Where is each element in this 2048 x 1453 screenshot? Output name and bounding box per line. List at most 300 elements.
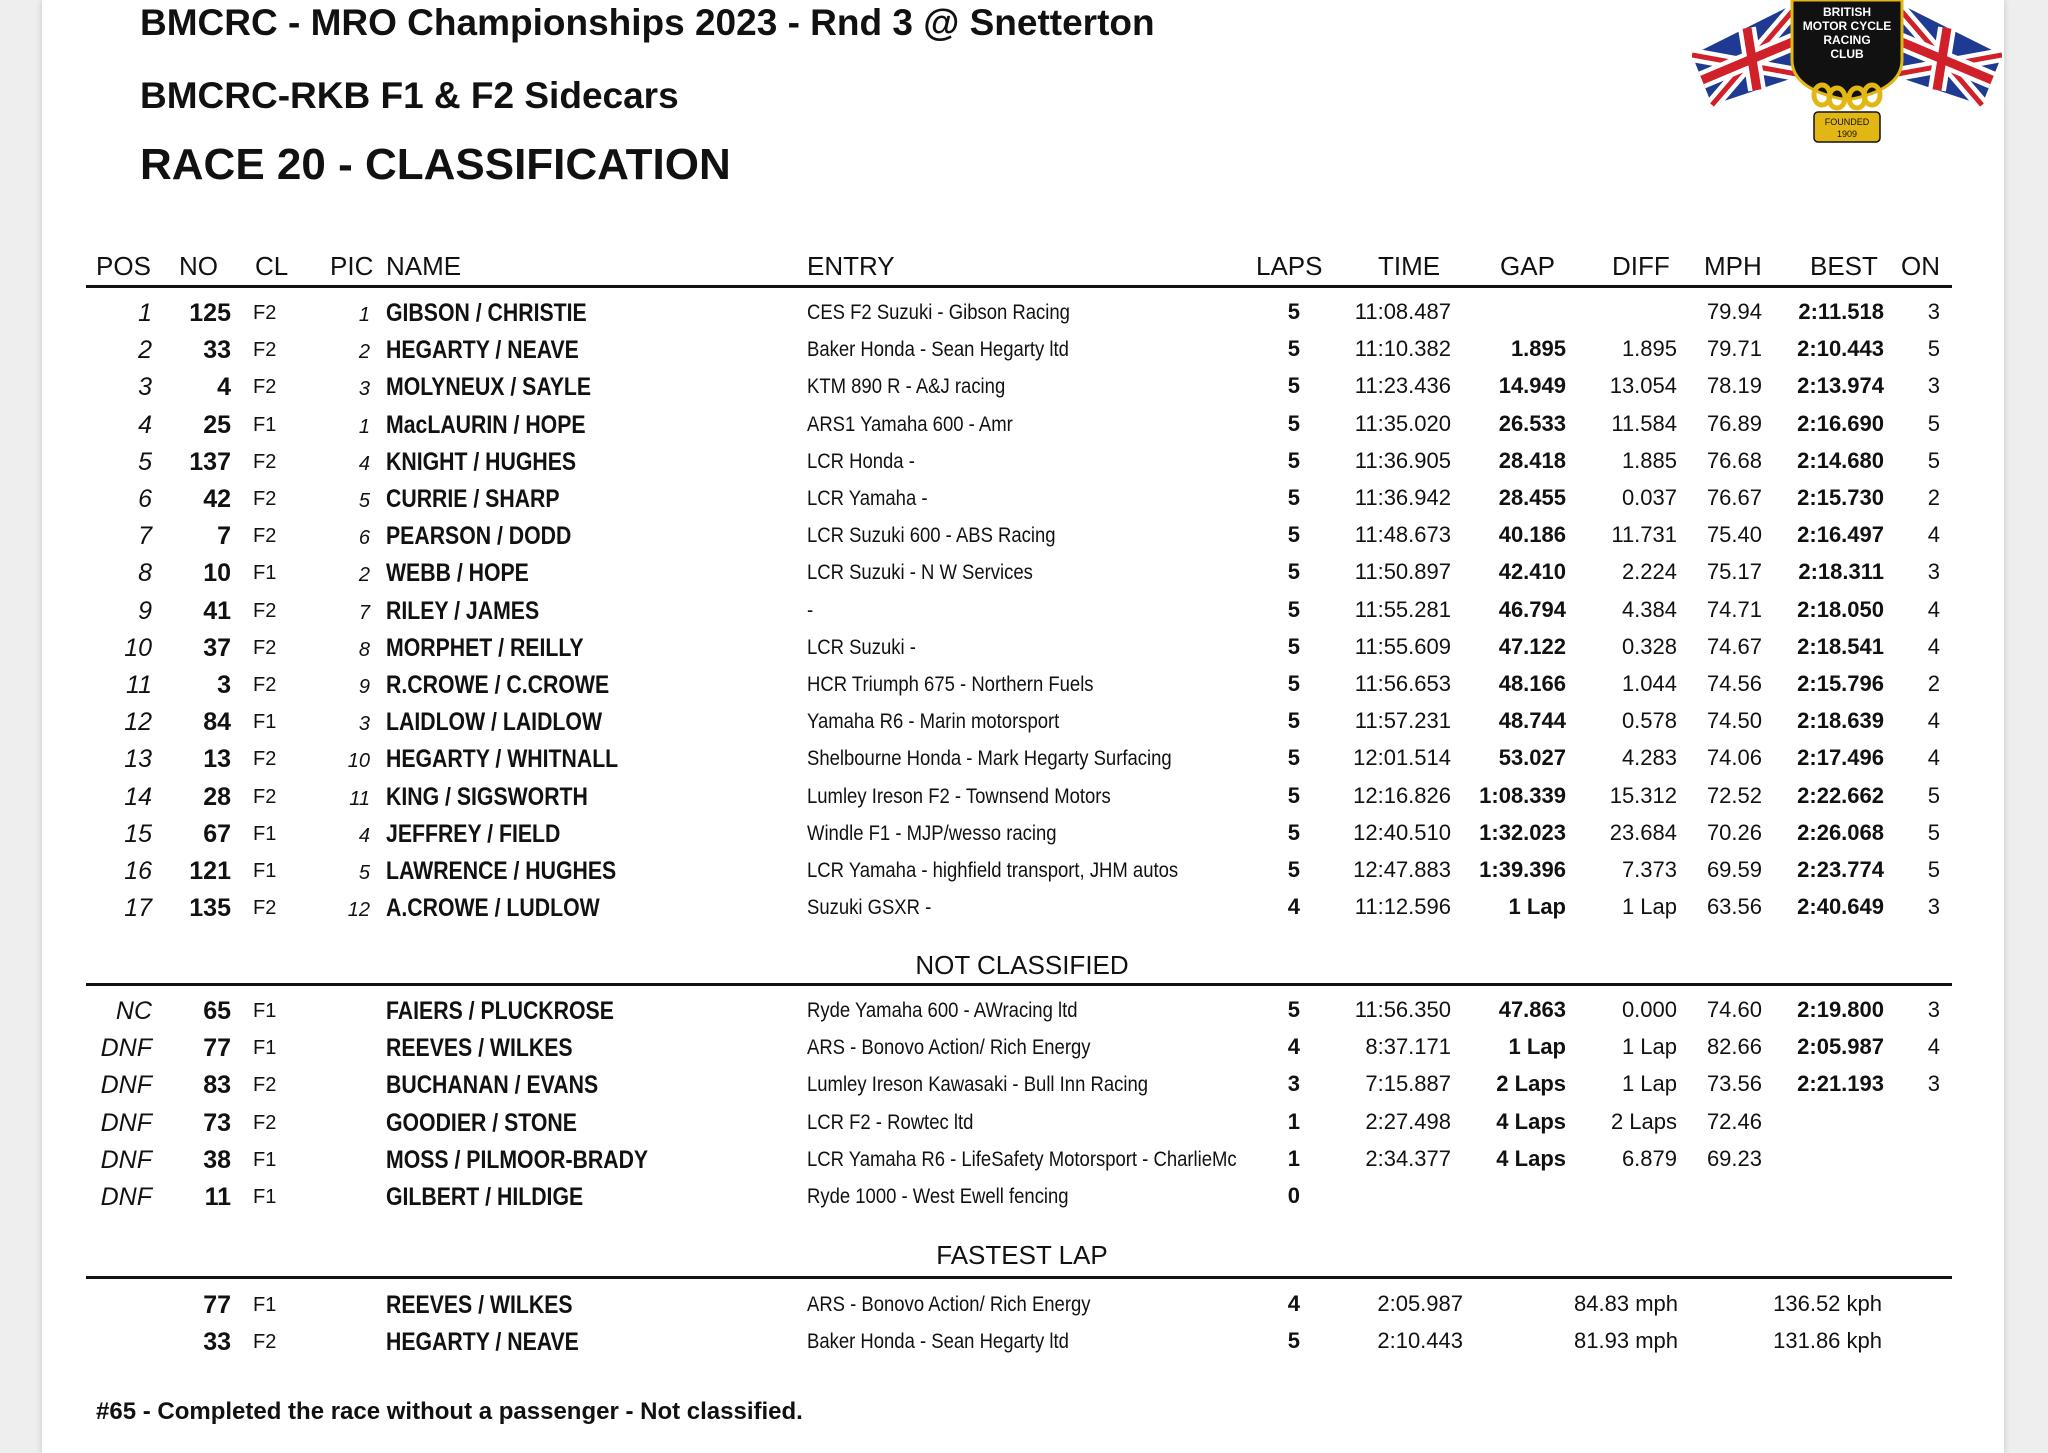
cell-cl: F1 [253, 860, 277, 882]
cell-pic: 4 [358, 452, 370, 475]
cell-diff: 1 Lap [1621, 894, 1677, 920]
cell-laps: 5 [1287, 522, 1300, 548]
cell-pic: 3 [358, 378, 370, 401]
cell-on: 4 [1927, 596, 1940, 622]
cell-diff: 2.224 [1621, 559, 1677, 585]
cell-cl: F1 [253, 1148, 277, 1171]
cell-name: R.CROWE / C.CROWE [386, 671, 610, 699]
cell-laps: 5 [1287, 373, 1300, 399]
col-laps: LAPS [1256, 251, 1323, 281]
table-row [0, 1178, 2048, 1215]
col-mph: MPH [1704, 251, 1762, 281]
cell-name: RILEY / JAMES [386, 596, 540, 625]
cell-laps: 5 [1287, 447, 1300, 473]
cell-pos: 4 [138, 410, 152, 439]
cell-cl: F2 [253, 450, 277, 473]
cell-lap: 5 [1287, 1328, 1300, 1354]
cell-time: 8:37.171 [1365, 1034, 1451, 1060]
cell-no: 125 [189, 299, 231, 327]
cell-entry: Lumley Ireson F2 - Townsend Motors [807, 784, 1111, 808]
cell-laps: 5 [1287, 559, 1300, 585]
cell-mph: 84.83 mph [1574, 1291, 1678, 1316]
cell-laps: 5 [1287, 299, 1300, 324]
cell-diff: 13.054 [1609, 373, 1677, 399]
cell-time: 11:08.487 [1354, 299, 1451, 324]
cell-laps: 5 [1287, 671, 1300, 696]
cell-pic: 7 [358, 601, 370, 624]
table-row [0, 778, 2048, 815]
table-row [0, 740, 2048, 777]
cell-entry: Baker Honda - Sean Hegarty ltd [807, 1330, 1069, 1354]
cell-time: 11:48.673 [1354, 522, 1451, 548]
cell-gap: 1.895 [1510, 336, 1566, 362]
cell-laps: 5 [1287, 745, 1300, 771]
cell-name: CURRIE / SHARP [386, 485, 560, 513]
cell-best: 2:18.541 [1797, 633, 1884, 659]
cell-diff: 0.328 [1621, 633, 1677, 659]
cell-entry: CES F2 Suzuki - Gibson Racing [807, 301, 1070, 324]
cell-name: HEGARTY / WHITNALL [386, 745, 619, 774]
cell-name: KING / SIGSWORTH [386, 782, 588, 811]
cell-gap: 48.166 [1498, 671, 1566, 696]
cell-mph: 74.71 [1706, 596, 1762, 622]
cell-pic: 9 [358, 676, 370, 698]
cell-no: 41 [203, 596, 231, 625]
cell-pic: 2 [358, 564, 370, 587]
cell-no: 42 [203, 485, 231, 513]
cell-time: 12:01.514 [1353, 745, 1451, 771]
cell-no: 77 [203, 1291, 231, 1319]
cell-gap: 47.122 [1498, 633, 1566, 659]
cell-laps: 1 [1287, 1108, 1300, 1134]
cell-gap: 28.455 [1498, 485, 1566, 510]
cell-name: GIBSON / CHRISTIE [386, 299, 587, 327]
cell-mph: 73.56 [1706, 1071, 1762, 1097]
cell-mph: 81.93 mph [1574, 1328, 1678, 1354]
cell-no: 28 [203, 782, 231, 811]
cell-diff: 7.373 [1621, 857, 1677, 882]
col-pic: PIC [330, 251, 374, 281]
cell-name: GILBERT / HILDIGE [386, 1183, 584, 1211]
cell-time: 2:34.377 [1365, 1145, 1451, 1171]
cell-pic: 2 [358, 341, 370, 364]
cell-on: 4 [1927, 745, 1940, 771]
cell-pic: 5 [358, 862, 370, 884]
cell-gap: 1:32.023 [1479, 819, 1566, 845]
cell-time: 12:40.510 [1353, 819, 1451, 845]
cell-entry: KTM 890 R - A&J racing [807, 375, 1006, 399]
col-cl: CL [255, 251, 289, 281]
cell-pos: 2 [138, 336, 152, 365]
cell-gap: 42.410 [1498, 559, 1566, 585]
cell-cl: F2 [253, 636, 277, 659]
cell-mph: 70.26 [1706, 819, 1762, 845]
cell-diff: 11.584 [1611, 410, 1677, 436]
table-row [0, 554, 2048, 591]
cell-mph: 72.52 [1706, 782, 1762, 808]
cell-diff: 2 Laps [1610, 1108, 1677, 1134]
cell-entry: LCR Suzuki - N W Services [807, 561, 1033, 585]
cell-name: HEGARTY / NEAVE [386, 336, 579, 365]
table-row [0, 629, 2048, 666]
cell-no: 73 [203, 1108, 231, 1137]
cell-name: MacLAURIN / HOPE [386, 410, 586, 439]
cell-time: 12:47.883 [1353, 857, 1451, 882]
cell-no: 121 [189, 857, 231, 885]
logo-text-line3: RACING [1823, 33, 1871, 47]
cell-name: REEVES / WILKES [386, 1034, 573, 1063]
cell-laps: 5 [1287, 857, 1300, 882]
cell-cl: F2 [253, 376, 277, 399]
cell-pos: DNF [100, 1108, 152, 1137]
cell-entry: Lumley Ireson Kawasaki - Bull Inn Racing [807, 1073, 1149, 1097]
cell-laps: 0 [1287, 1183, 1300, 1208]
cell-on: 5 [1927, 857, 1940, 882]
cell-pos: 13 [124, 745, 152, 774]
cell-entry: - [807, 598, 814, 622]
cell-mph: 69.23 [1706, 1145, 1762, 1171]
cell-on: 4 [1927, 633, 1940, 659]
cell-time: 2:05.987 [1377, 1291, 1463, 1316]
fastest-lap-rule [86, 1276, 1952, 1279]
cell-time: 7:15.887 [1365, 1071, 1451, 1097]
cell-time: 11:10.382 [1354, 336, 1451, 362]
union-flag-left-icon [1692, 0, 1802, 105]
cell-gap: 4 Laps [1496, 1108, 1566, 1134]
cell-time: 12:16.826 [1353, 782, 1451, 808]
cell-cl: F2 [253, 785, 277, 808]
cell-pic: 12 [347, 899, 370, 922]
cell-no: 65 [203, 997, 231, 1025]
cell-mph: 74.06 [1706, 745, 1762, 771]
cell-cl: F2 [253, 1111, 277, 1134]
cell-entry: LCR Yamaha - highfield transport, JHM autos [807, 859, 1179, 882]
cell-mph: 74.60 [1706, 997, 1762, 1022]
cell-on: 3 [1927, 373, 1940, 399]
championship-title: BMCRC - MRO Championships 2023 - Rnd 3 @ Snetterton [140, 2, 1155, 43]
footnote: #65 - Completed the race without a passenger - Not classified. [96, 1398, 803, 1425]
cell-gap: 2 Laps [1496, 1071, 1566, 1097]
cell-best: 2:16.497 [1797, 522, 1884, 548]
cell-no: 67 [203, 819, 231, 848]
cell-laps: 5 [1287, 782, 1300, 808]
table-row [0, 992, 2048, 1029]
cell-time: 11:55.281 [1354, 596, 1451, 622]
col-time: TIME [1378, 251, 1441, 281]
table-row [0, 889, 2048, 926]
cell-pos: DNF [100, 1183, 152, 1211]
cell-pos: DNF [100, 1071, 152, 1100]
col-name: NAME [386, 251, 462, 281]
cell-diff: 23.684 [1609, 819, 1677, 845]
cell-pic: 10 [347, 750, 370, 773]
cell-cl: F1 [253, 1294, 277, 1316]
cell-on: 2 [1927, 671, 1940, 696]
cell-best: 2:26.068 [1797, 819, 1884, 845]
cell-pos: 3 [138, 373, 152, 402]
cell-mph: 74.50 [1706, 708, 1762, 734]
cell-best: 2:21.193 [1797, 1071, 1884, 1097]
table-row [0, 517, 2048, 554]
cell-best: 2:40.649 [1797, 894, 1884, 920]
cell-pos: 7 [138, 522, 152, 551]
col-best: BEST [1810, 251, 1878, 281]
race-title: RACE 20 - CLASSIFICATION [140, 140, 731, 189]
cell-cl: F2 [253, 488, 277, 510]
cell-no: 11 [204, 1183, 231, 1211]
cell-best: 2:11.518 [1798, 299, 1884, 324]
cell-no: 135 [189, 894, 231, 923]
cell-time: 11:36.905 [1354, 447, 1451, 473]
cell-entry: LCR Suzuki 600 - ABS Racing [807, 524, 1056, 548]
cell-time: 11:57.231 [1354, 708, 1451, 734]
class-title: BMCRC-RKB F1 & F2 Sidecars [140, 75, 679, 116]
cell-on: 4 [1927, 708, 1940, 734]
col-pos: POS [96, 251, 151, 281]
cell-diff: 1 Lap [1621, 1034, 1677, 1060]
cell-entry: ARS - Bonovo Action/ Rich Energy [807, 1036, 1091, 1060]
cell-diff: 4.283 [1621, 745, 1677, 771]
cell-cl: F2 [253, 302, 277, 324]
cell-diff: 1.895 [1621, 336, 1677, 362]
cell-name: LAIDLOW / LAIDLOW [386, 708, 603, 737]
cell-cl: F1 [253, 822, 277, 845]
cell-name: PEARSON / DODD [386, 522, 572, 551]
cell-on: 4 [1927, 522, 1940, 548]
cell-pos: 5 [138, 447, 152, 476]
cell-on: 3 [1927, 559, 1940, 585]
cell-mph: 69.59 [1706, 857, 1762, 882]
table-row [0, 1286, 2048, 1323]
cell-cl: F2 [253, 748, 277, 771]
cell-gap: 1:39.396 [1479, 857, 1566, 882]
cell-mph: 72.46 [1706, 1108, 1762, 1134]
cell-gap: 26.533 [1498, 410, 1566, 436]
cell-entry: Baker Honda - Sean Hegarty ltd [807, 338, 1069, 362]
cell-diff: 1 Lap [1621, 1071, 1677, 1097]
cell-pos: 1 [138, 299, 152, 327]
cell-best: 2:18.050 [1797, 596, 1884, 622]
cell-no: 83 [203, 1071, 231, 1100]
table-row [0, 1323, 2048, 1360]
cell-on: 5 [1927, 410, 1940, 436]
cell-on: 5 [1927, 447, 1940, 473]
table-row [0, 368, 2048, 405]
cell-cl: F2 [253, 1331, 277, 1354]
cell-laps: 1 [1287, 1145, 1300, 1171]
cell-best: 2:16.690 [1797, 410, 1884, 436]
cell-gap: 14.949 [1498, 373, 1566, 399]
cell-best: 2:15.730 [1797, 485, 1884, 510]
logo-text-line2: MOTOR CYCLE [1802, 19, 1892, 33]
cell-laps: 5 [1287, 485, 1300, 510]
cell-pos: 10 [124, 633, 152, 662]
table-row [0, 666, 2048, 703]
cell-on: 5 [1927, 336, 1940, 362]
cell-no: 13 [203, 745, 231, 774]
cell-on: 5 [1927, 819, 1940, 845]
cell-pic: 6 [358, 527, 370, 550]
col-no: NO [179, 251, 218, 281]
cell-pos: DNF [100, 1145, 152, 1174]
cell-on: 3 [1927, 299, 1940, 324]
logo-text-line1: BRITISH [1823, 5, 1871, 19]
cell-cl: F2 [253, 339, 277, 362]
cell-cl: F1 [253, 711, 277, 734]
table-row [0, 294, 2048, 331]
cell-pos: 6 [138, 485, 152, 513]
cell-time: 11:56.350 [1354, 997, 1451, 1022]
cell-time: 11:23.436 [1354, 373, 1451, 399]
cell-best: 2:15.796 [1797, 671, 1884, 696]
cell-time: 11:12.596 [1354, 894, 1451, 920]
cell-no: 77 [203, 1034, 231, 1063]
cell-no: 137 [189, 447, 231, 476]
cell-entry: LCR Yamaha - [807, 487, 928, 510]
cell-gap: 46.794 [1498, 596, 1566, 622]
cell-cl: F1 [253, 562, 277, 585]
cell-mph: 82.66 [1706, 1034, 1762, 1060]
cell-no: 37 [203, 633, 231, 662]
table-row [0, 703, 2048, 740]
union-flag-right-icon [1892, 0, 2002, 105]
cell-time: 11:56.653 [1354, 671, 1451, 696]
cell-no: 7 [217, 522, 231, 551]
table-row [0, 1029, 2048, 1066]
not-classified-rule [86, 983, 1952, 986]
cell-gap: 47.863 [1498, 997, 1566, 1022]
cell-gap: 28.418 [1498, 447, 1566, 473]
cell-pos: 14 [124, 782, 152, 811]
cell-no: 25 [203, 410, 231, 439]
cell-laps: 3 [1287, 1071, 1300, 1097]
cell-time: 11:36.942 [1354, 485, 1451, 510]
cell-time: 2:27.498 [1365, 1108, 1451, 1134]
cell-pos: 12 [124, 708, 152, 737]
cell-entry: Ryde 1000 - West Ewell fencing [807, 1185, 1069, 1208]
cell-mph: 76.68 [1706, 447, 1762, 473]
cell-cl: F1 [253, 413, 277, 436]
cell-cl: F1 [253, 1186, 277, 1208]
cell-diff: 1.885 [1621, 447, 1677, 473]
cell-name: A.CROWE / LUDLOW [386, 894, 600, 923]
cell-entry: Ryde Yamaha 600 - AWracing ltd [807, 999, 1078, 1022]
cell-no: 4 [217, 373, 231, 402]
cell-mph: 75.17 [1706, 559, 1762, 585]
cell-best: 2:18.311 [1798, 559, 1884, 585]
cell-gap: 1:08.339 [1479, 782, 1566, 808]
cell-pos: 11 [126, 671, 152, 699]
cell-kph: 136.52 kph [1773, 1291, 1882, 1316]
cell-mph: 75.40 [1706, 522, 1762, 548]
col-diff: DIFF [1612, 251, 1670, 281]
cell-pic: 11 [349, 787, 370, 810]
cell-cl: F2 [253, 525, 277, 548]
cell-pos: DNF [100, 1034, 152, 1063]
cell-name: HEGARTY / NEAVE [386, 1328, 579, 1357]
header-rule [86, 285, 1952, 288]
cell-pic: 1 [358, 415, 370, 438]
cell-gap: 1 Lap [1508, 894, 1566, 920]
cell-diff: 0.000 [1621, 997, 1677, 1022]
cell-best: 2:19.800 [1797, 997, 1884, 1022]
cell-lap: 4 [1287, 1291, 1300, 1316]
cell-on: 4 [1927, 1034, 1940, 1060]
col-gap: GAP [1500, 251, 1555, 281]
cell-best: 2:14.680 [1797, 447, 1884, 473]
cell-laps: 4 [1287, 1034, 1300, 1060]
cell-pos: 17 [124, 894, 152, 923]
cell-laps: 5 [1287, 336, 1300, 362]
cell-on: 5 [1927, 782, 1940, 808]
cell-name: LAWRENCE / HUGHES [386, 857, 617, 885]
cell-entry: ARS - Bonovo Action/ Rich Energy [807, 1293, 1091, 1316]
cell-name: KNIGHT / HUGHES [386, 447, 577, 476]
cell-name: REEVES / WILKES [386, 1291, 573, 1319]
cell-entry: Shelbourne Honda - Mark Hegarty Surfacing [807, 747, 1172, 771]
cell-kph: 131.86 kph [1773, 1328, 1882, 1354]
cell-time: 11:50.897 [1354, 559, 1451, 585]
cell-pos: 9 [138, 596, 152, 625]
cell-best: 2:17.496 [1797, 745, 1884, 771]
not-classified-heading: NOT CLASSIFIED [915, 950, 1129, 980]
cell-name: MOLYNEUX / SAYLE [386, 373, 592, 402]
cell-mph: 76.89 [1706, 410, 1762, 436]
cell-on: 2 [1927, 485, 1940, 510]
cell-gap: 1 Lap [1508, 1034, 1566, 1060]
cell-diff: 11.731 [1611, 522, 1677, 548]
table-row [0, 1141, 2048, 1178]
cell-best: 2:22.662 [1797, 782, 1884, 808]
cell-name: MOSS / PILMOOR-BRADY [386, 1145, 649, 1174]
table-row [0, 331, 2048, 368]
cell-diff: 0.578 [1621, 708, 1677, 734]
col-entry: ENTRY [807, 251, 895, 281]
cell-best: 2:13.974 [1797, 373, 1884, 399]
cell-no: 33 [203, 1328, 231, 1357]
cell-no: 33 [203, 336, 231, 365]
fastest-lap-heading: FASTEST LAP [936, 1240, 1108, 1270]
cell-name: FAIERS / PLUCKROSE [386, 997, 614, 1025]
logo-text-line4: CLUB [1830, 47, 1864, 61]
cell-no: 38 [203, 1145, 231, 1174]
cell-laps: 4 [1287, 894, 1300, 920]
cell-name: JEFFREY / FIELD [386, 819, 561, 848]
cell-mph: 79.94 [1706, 299, 1762, 324]
cell-cl: F2 [253, 674, 277, 696]
cell-gap: 4 Laps [1496, 1145, 1566, 1171]
cell-diff: 4.384 [1621, 596, 1677, 622]
table-row [0, 406, 2048, 443]
cell-name: MORPHET / REILLY [386, 633, 584, 662]
cell-best: 2:10.443 [1797, 336, 1884, 362]
cell-time: 11:55.609 [1354, 633, 1451, 659]
cell-name: WEBB / HOPE [386, 559, 529, 588]
table-row [0, 815, 2048, 852]
cell-laps: 5 [1287, 410, 1300, 436]
cell-gap: 53.027 [1498, 745, 1566, 771]
cell-laps: 5 [1287, 708, 1300, 734]
cell-entry: Suzuki GSXR - [807, 896, 932, 920]
cell-name: BUCHANAN / EVANS [386, 1071, 599, 1100]
bmcrc-logo [1692, 0, 2002, 160]
cell-pic: 5 [358, 490, 370, 512]
cell-pic: 8 [358, 638, 370, 661]
cell-no: 3 [217, 671, 231, 699]
table-row [0, 1104, 2048, 1141]
cell-gap: 40.186 [1498, 522, 1566, 548]
cell-gap: 48.744 [1498, 708, 1566, 734]
